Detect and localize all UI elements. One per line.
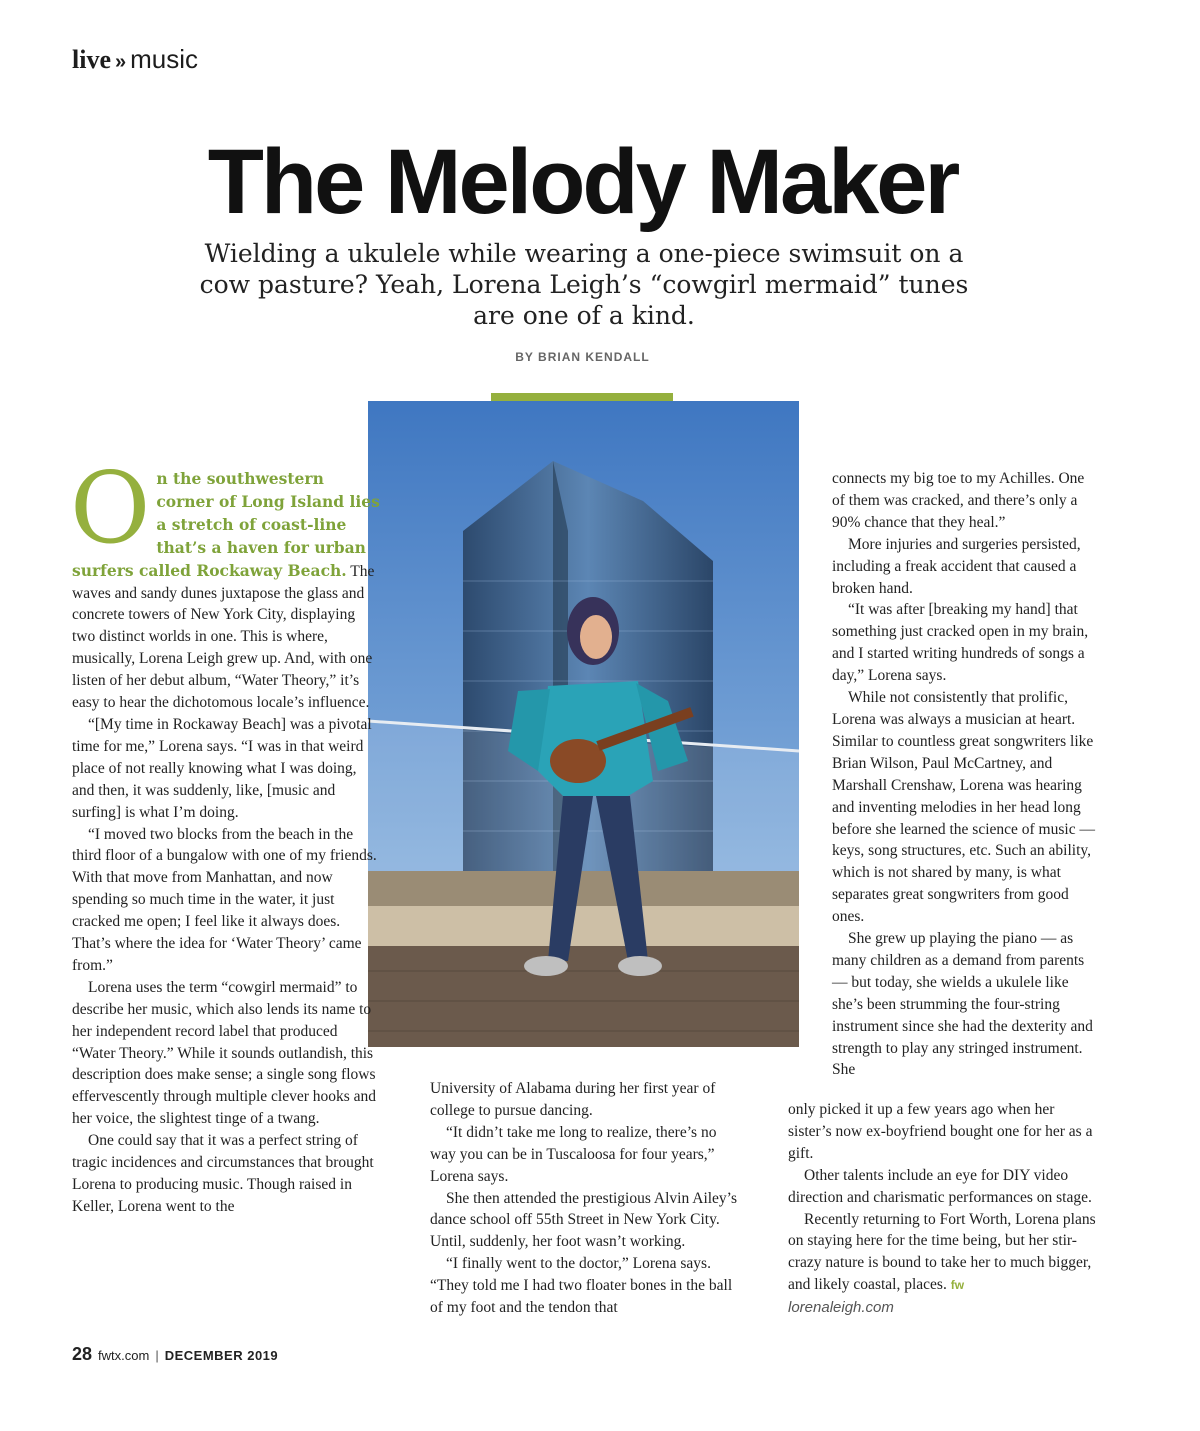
paragraph: “I moved two blocks from the beach in the third floor of a bungalow with one of my friends. With that move from Manhattan, and now spending so much time in the water, it just cracked me open; I feel like it always does. That’s where the idea for ‘Water Theory’ came from.”: [72, 825, 377, 974]
article-title: The Melody Maker: [207, 131, 958, 233]
subsection-name: music: [130, 44, 199, 74]
footer-issue: DECEMBER 2019: [164, 1348, 279, 1363]
paragraph: While not consistently that prolific, Lorena was always a musician at heart. Similar to countless great songwriters like Brian Wilson, Paul McCartney, and Marshall Crenshaw, Lorena was hearing and inventing melodies in her head long before she learned the science of music — keys, song structures, etc. Such an ability, which is not shared by many, is what separates great songwriters from good ones.: [832, 689, 1095, 926]
paragraph: Lorena uses the term “cowgirl mermaid” to describe her music, which also lends its name to her independent record label that produced “Water Theory.” While it sounds outlandish, this description does make sense; a single song flows effervescently through multiple clever hooks and her voice, the slightest tinge of a twang.: [72, 978, 377, 1128]
article-column-1: [70, 452, 380, 1218]
footer-divider: |: [155, 1348, 159, 1363]
paragraph: University of Alabama during her first year of college to pursue dancing.: [430, 1080, 716, 1119]
paragraph: “It was after [breaking my hand] that something just cracked open in my brain, and I started writing hundreds of songs a day,” Lorena says.: [832, 601, 1089, 685]
lead-in: n the southwestern corner of Long Island lies a stretch of coast-line that’s a haven for urban surfers called Rockaway Beach.: [72, 469, 380, 580]
paragraph: Other talents include an eye for DIY video direction and charismatic performances on stage.: [788, 1166, 1092, 1206]
paragraph: More injuries and surgeries persisted, including a freak accident that caused a broken hand.: [832, 535, 1081, 597]
accent-bar: [491, 393, 673, 401]
article-dek: Wielding a ukulele while wearing a one-piece swimsuit on a cow pasture? Yeah, Lorena Leigh’s “cowgirl mermaid” tunes are one of a kind.: [199, 239, 969, 330]
paragraph: “I finally went to the doctor,” Lorena says. “They told me I had two floater bones in the ball of my foot and the tendon that: [430, 1255, 733, 1317]
article-column-3-continued: [788, 1099, 1098, 1319]
closing-paragraph: [788, 1209, 1098, 1298]
article-column-2: [430, 1078, 740, 1319]
drop-cap: O: [70, 452, 151, 566]
page-number: 28: [72, 1344, 93, 1364]
paragraph: She grew up playing the piano — as many children as a demand from parents — but today, she wields a ukulele like she’s been strumming the four-string instrument since she had the dexterity and strength to play any stringed instrument. She: [832, 930, 1093, 1079]
paragraph: One could say that it was a perfect string of tragic incidences and circumstances that brought Lorena to producing music. Though raised in Keller, Lorena went to the: [72, 1132, 374, 1215]
section-name: live: [72, 45, 111, 74]
footer-site: fwtx.com: [98, 1348, 150, 1363]
website-link[interactable]: lorenaleigh.com: [788, 1299, 894, 1317]
paragraph: connects my big toe to my Achilles. One of them was cracked, and there’s only a 90% chance that they heal.”: [832, 470, 1085, 531]
section-separator: »: [115, 51, 127, 73]
paragraph-text: The waves and sandy dunes juxtapose the glass and concrete towers of New York City, displaying two distinct worlds in one. This is where, musically, Lorena Leigh grew up. And, with one listen of her debut album, “Water Theory,” it’s easy to hear the dichotomous locale’s influence.: [72, 562, 375, 712]
byline: BY BRIAN KENDALL: [515, 350, 650, 364]
paragraph: “It didn’t take me long to realize, there’s no way you can be in Tuscaloosa for four years,” Lorena says.: [430, 1123, 717, 1185]
website-line: [788, 1297, 1098, 1319]
paragraph: only picked it up a few years ago when her sister’s now ex-boyfriend bought one for her as a gift.: [788, 1101, 1093, 1162]
page-footer: [72, 1344, 278, 1365]
feature-photo: [368, 401, 799, 1047]
opening-paragraph: [70, 452, 380, 714]
end-mark: fw: [950, 1278, 965, 1293]
paragraph: “[My time in Rockaway Beach] was a pivotal time for me,” Lorena says. “I was in that weird place of not really knowing what I was doing, and then, it was suddenly, like, [music and surfing] is what I’m doing.: [72, 715, 372, 821]
article-column-3: [832, 468, 1098, 1081]
paragraph-text: Recently returning to Fort Worth, Lorena plans on staying here for the time being, but her stir-crazy nature is bound to take her to much bigger, and likely coastal, places.: [788, 1210, 1096, 1294]
paragraph: She then attended the prestigious Alvin Ailey’s dance school off 55th Street in New York City. Until, suddenly, her foot wasn’t working.: [430, 1189, 738, 1251]
section-label: [72, 44, 198, 75]
